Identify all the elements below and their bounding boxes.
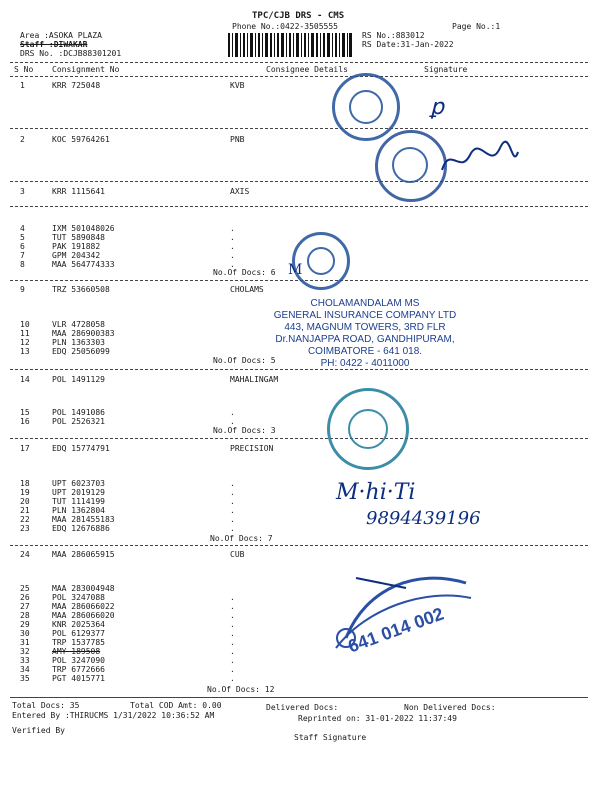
row-sno: 32 — [20, 647, 30, 656]
row-sno: 34 — [20, 665, 30, 674]
row-consignment: TRP 1537785 — [52, 638, 105, 647]
row-sno: 31 — [20, 638, 30, 647]
dot-marker: . — [230, 602, 235, 611]
table-row — [0, 550, 600, 562]
dot-marker: . — [230, 417, 235, 426]
row-sno: 30 — [20, 629, 30, 638]
row-consignment: PLN 1363303 — [52, 338, 105, 347]
row-sno: 11 — [20, 329, 30, 338]
dot-marker: . — [230, 656, 235, 665]
row-consignment: MAA 286900383 — [52, 329, 115, 338]
total-cod: Total COD Amt: 0.00 — [130, 701, 222, 710]
row-consignment: TRZ 53660508 — [52, 285, 110, 294]
row-consignee: KVB — [230, 81, 245, 90]
stamp-line: GENERAL INSURANCE COMPANY LTD — [273, 310, 457, 321]
pnb-signature — [440, 140, 520, 182]
row-sno: 9 — [20, 285, 25, 294]
staff-label: Staff :DIWAKAR — [20, 40, 88, 49]
rs-date: RS Date:31-Jan-2022 — [362, 40, 454, 49]
row-sno: 13 — [20, 347, 30, 356]
row-divider — [10, 438, 588, 439]
city-union-stamp-number: 641 014 002 — [345, 603, 447, 657]
dot-marker: . — [230, 665, 235, 674]
row-consignment: MAA 283004948 — [52, 584, 115, 593]
row-sno: 21 — [20, 506, 30, 515]
row-consignment: UPT 6023703 — [52, 479, 105, 488]
row-consignment: MAA 564774333 — [52, 260, 115, 269]
row-consignment: MAA 281455183 — [52, 515, 115, 524]
dot-marker: . — [230, 506, 235, 515]
row-sno: 29 — [20, 620, 30, 629]
row-consignee: AXIS — [230, 187, 250, 196]
group-doc-count: No.Of Docs: 6 — [213, 268, 276, 277]
dot-marker: . — [230, 593, 235, 602]
row-consignment: IXM 501048026 — [52, 224, 115, 233]
dot-marker: . — [230, 611, 235, 620]
dot-marker: . — [230, 233, 235, 242]
row-sno: 17 — [20, 444, 30, 453]
row-sno: 16 — [20, 417, 30, 426]
dot-marker: . — [230, 260, 235, 269]
dot-marker: . — [230, 674, 235, 683]
table-row — [0, 417, 600, 429]
row-sno: 33 — [20, 656, 30, 665]
row-consignment: POL 2526321 — [52, 417, 105, 426]
row-consignee: MAHALINGAM — [230, 375, 279, 384]
row-sno: 6 — [20, 242, 25, 251]
row-sno: 27 — [20, 602, 30, 611]
stamp-line: PH: 0422 - 4011000 — [320, 358, 410, 369]
row-sno: 19 — [20, 488, 30, 497]
row-consignment: AMY 189508 — [52, 647, 101, 656]
kvb-signature: ꝑ — [430, 95, 444, 120]
row-sno: 24 — [20, 550, 30, 559]
stamp-line: CHOLAMANDALAM MS — [310, 298, 420, 309]
dot-marker: . — [230, 242, 235, 251]
row-sno: 35 — [20, 674, 30, 683]
table-row — [0, 674, 600, 686]
row-sno: 20 — [20, 497, 30, 506]
row-divider — [10, 206, 588, 207]
dot-marker: . — [230, 620, 235, 629]
row-consignment: POL 6129377 — [52, 629, 105, 638]
row-sno: 5 — [20, 233, 25, 242]
staff-signature-label: Staff Signature — [294, 733, 367, 742]
row-sno: 3 — [20, 187, 25, 196]
phone-number: Phone No.:0422-3505555 — [232, 22, 338, 31]
row-sno: 10 — [20, 320, 30, 329]
row-consignee: CUB — [230, 550, 245, 559]
dot-marker: . — [230, 224, 235, 233]
dot-marker: . — [230, 524, 235, 533]
row-sno: 18 — [20, 479, 30, 488]
row-sno: 8 — [20, 260, 25, 269]
row-consignment: KNR 2025364 — [52, 620, 105, 629]
axis-signature: M — [288, 262, 303, 278]
rs-number: RS No.:883012 — [362, 31, 425, 40]
table-row — [0, 81, 600, 93]
footer-rule — [10, 697, 588, 698]
row-consignment: TRP 6772666 — [52, 665, 105, 674]
total-docs: Total Docs: 35 — [12, 701, 80, 710]
col-consignee: Consignee Details — [266, 65, 348, 74]
row-sno: 28 — [20, 611, 30, 620]
row-consignment: MAA 286066020 — [52, 611, 115, 620]
entered-by: Entered By :THIRUCMS 1/31/2022 10:36:52 AM — [12, 711, 215, 720]
group-doc-count: No.Of Docs: 7 — [210, 534, 273, 543]
row-consignment: TUT 1114199 — [52, 497, 105, 506]
stamp-line: Dr.NANJAPPA ROAD, GANDHIPURAM, — [275, 334, 455, 345]
header-rule-top — [10, 62, 588, 63]
row-consignment: MAA 286066022 — [52, 602, 115, 611]
row-sno: 23 — [20, 524, 30, 533]
row-sno: 25 — [20, 584, 30, 593]
col-signature: Signature — [424, 65, 468, 74]
row-consignment: GPM 204342 — [52, 251, 101, 260]
mahalingam-stamp — [327, 388, 409, 470]
page-number: Page No.:1 — [452, 22, 501, 31]
group-doc-count: No.Of Docs: 3 — [213, 426, 276, 435]
row-sno: 2 — [20, 135, 25, 144]
dot-marker: . — [230, 479, 235, 488]
row-sno: 4 — [20, 224, 25, 233]
row-consignment: PGT 4015771 — [52, 674, 105, 683]
reprinted-on: Reprinted on: 31-01-2022 11:37:49 — [298, 714, 457, 723]
row-sno: 7 — [20, 251, 25, 260]
row-divider — [10, 545, 588, 546]
dot-marker: . — [230, 251, 235, 260]
row-consignment: KRR 1115641 — [52, 187, 105, 196]
cholamandalam-stamp — [250, 298, 480, 370]
stamp-line: COIMBATORE - 641 018. — [307, 346, 423, 357]
handwritten-phone: 9894439196 — [366, 508, 481, 529]
row-sno: 14 — [20, 375, 30, 384]
report-title: TPC/CJB DRS - CMS — [252, 11, 345, 21]
row-consignment: UPT 2019129 — [52, 488, 105, 497]
row-sno: 26 — [20, 593, 30, 602]
table-row — [0, 187, 600, 199]
row-sno: 15 — [20, 408, 30, 417]
barcode — [228, 33, 352, 57]
row-consignment: PAK 191882 — [52, 242, 101, 251]
dot-marker: . — [230, 408, 235, 417]
axis-bank-stamp — [292, 232, 350, 290]
dot-marker: . — [230, 638, 235, 647]
row-consignment: KOC 59764261 — [52, 135, 110, 144]
group-doc-count: No.Of Docs: 5 — [213, 356, 276, 365]
row-consignment: POL 1491129 — [52, 375, 105, 384]
verified-by: Verified By — [12, 726, 65, 735]
table-row — [0, 444, 600, 456]
header-rule-bottom — [10, 76, 588, 77]
table-row — [0, 285, 600, 297]
row-sno: 12 — [20, 338, 30, 347]
dot-marker: . — [230, 647, 235, 656]
row-consignee: CHOLAMS — [230, 285, 264, 294]
row-consignment: POL 3247090 — [52, 656, 105, 665]
row-consignment: POL 3247088 — [52, 593, 105, 602]
dot-marker: . — [230, 629, 235, 638]
dot-marker: . — [230, 488, 235, 497]
row-divider — [10, 128, 588, 129]
precision-signature: M·hi·Ti — [336, 480, 416, 505]
row-consignment: TUT 5890848 — [52, 233, 105, 242]
row-consignment: KRR 725048 — [52, 81, 101, 90]
kvb-bank-stamp — [332, 73, 400, 141]
pnb-bank-stamp — [375, 130, 447, 202]
delivered-docs: Delivered Docs: — [266, 703, 339, 712]
dot-marker: . — [230, 497, 235, 506]
non-delivered-docs: Non Delivered Docs: — [404, 703, 496, 712]
row-sno: 22 — [20, 515, 30, 524]
row-consignment: EDQ 15774791 — [52, 444, 110, 453]
col-sno: S No — [14, 65, 34, 74]
row-consignment: EDQ 25056099 — [52, 347, 110, 356]
stamp-line: 443, MAGNUM TOWERS, 3RD FLR — [284, 322, 446, 333]
dot-marker: . — [230, 515, 235, 524]
row-consignment: VLR 4728058 — [52, 320, 105, 329]
row-consignee: PRECISION — [230, 444, 274, 453]
row-sno: 1 — [20, 81, 25, 90]
row-consignment: PLN 1362804 — [52, 506, 105, 515]
row-consignee: PNB — [230, 135, 245, 144]
col-consignment: Consignment No — [52, 65, 120, 74]
group-doc-count: No.Of Docs: 12 — [207, 685, 275, 694]
table-row — [0, 375, 600, 387]
table-row — [0, 524, 600, 536]
area-label: Area :ASOKA PLAZA — [20, 31, 102, 40]
row-consignment: MAA 286065915 — [52, 550, 115, 559]
row-consignment: POL 1491086 — [52, 408, 105, 417]
row-consignment: EDQ 12676886 — [52, 524, 110, 533]
drs-number: DRS No. :DCJB88301201 — [20, 49, 122, 58]
